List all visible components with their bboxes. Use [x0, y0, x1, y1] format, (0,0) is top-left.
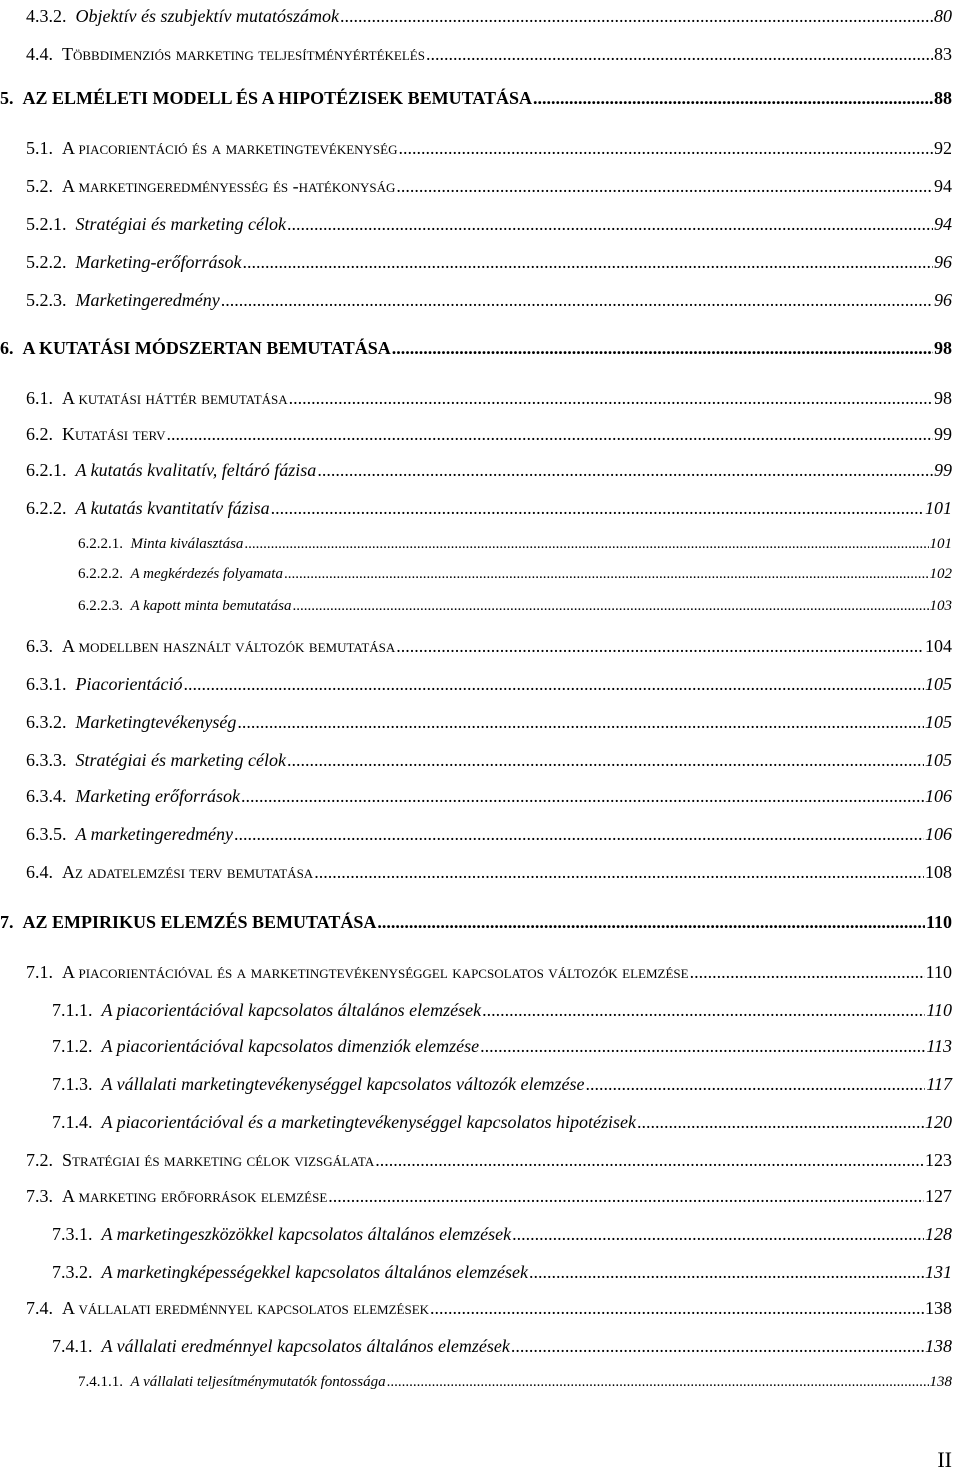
toc-entry[interactable] — [26, 176, 952, 197]
toc-entry[interactable] — [26, 674, 952, 695]
toc-leader-dots — [242, 252, 933, 273]
toc-leader-dots — [690, 962, 925, 983]
toc-entry[interactable] — [52, 1112, 952, 1133]
toc-entry-page: 98 — [934, 338, 952, 358]
toc-entry[interactable] — [26, 138, 952, 159]
toc-leader-dots — [284, 566, 929, 583]
toc-entry-page: 138 — [925, 1298, 952, 1318]
toc-entry-title: A kutatási háttér bemutatása — [62, 388, 288, 408]
toc-leader-dots — [387, 1374, 929, 1391]
toc-entry-title: A marketingképességekkel kapcsolatos általános elemzések — [101, 1262, 529, 1282]
toc-entry-number: 4.4. — [26, 44, 58, 64]
toc-entry-title: A modellben használt változók bemutatása — [62, 636, 396, 656]
toc-leader-dots — [637, 1112, 924, 1133]
toc-entry-number: 6.3.5. — [26, 824, 71, 844]
toc-leader-dots — [529, 1262, 924, 1283]
toc-entry-page: 98 — [934, 388, 952, 408]
toc-entry-page: 101 — [929, 536, 952, 552]
toc-entry-number: 7.3.1. — [52, 1224, 97, 1244]
toc-entry[interactable] — [26, 786, 952, 807]
toc-entry-number: 5.2. — [26, 176, 58, 196]
toc-entry-page: 127 — [925, 1186, 952, 1206]
toc-entry[interactable] — [26, 290, 952, 311]
toc-entry-title: Marketingtevékenység — [75, 712, 237, 732]
toc-entry-title: A piacorientációval és a marketingtevékenységgel kapcsolatos változók elemzése — [62, 962, 689, 982]
toc-entry-number: 7.3.2. — [52, 1262, 97, 1282]
toc-entry-title: A piacorientációval és a marketingtevékenységgel kapcsolatos hipotézisek — [101, 1112, 637, 1132]
toc-entry-number: 6.2.2.2. — [78, 566, 127, 582]
toc-entry-page: 110 — [925, 912, 952, 932]
toc-leader-dots — [340, 6, 933, 27]
toc-entry-title: AZ ELMÉLETI MODELL ÉS A HIPOTÉZISEK BEMUTATÁSA — [22, 88, 532, 108]
toc-entry-number: 6.3.1. — [26, 674, 71, 694]
toc-entry-number: 6.3.4. — [26, 786, 71, 806]
toc-entry-number: 6.2.2.1. — [78, 536, 127, 552]
toc-entry-page: 94 — [934, 214, 952, 234]
toc-leader-dots — [377, 912, 925, 933]
toc-entry-page: 105 — [925, 750, 952, 770]
page-number: II — [937, 1447, 952, 1472]
toc-entry[interactable] — [26, 6, 952, 27]
toc-leader-dots — [287, 214, 933, 235]
toc-entry-title: A marketingeszközökkel kapcsolatos általános elemzések — [101, 1224, 512, 1244]
toc-entry-page: 105 — [925, 674, 952, 694]
toc-leader-dots — [241, 786, 924, 807]
toc-entry-number: 7.2. — [26, 1150, 58, 1170]
toc-entry-title: Többdimenziós marketing teljesítményértékelés — [62, 44, 425, 64]
toc-entry-page: 108 — [925, 862, 952, 882]
toc-entry-title: A vállalati eredménnyel kapcsolatos elemzések — [62, 1298, 430, 1318]
toc-entry-title: A marketingeredményesség és -hatékonyság — [62, 176, 396, 196]
toc-entry-title: AZ EMPIRIKUS ELEMZÉS BEMUTATÁSA — [22, 912, 377, 932]
toc-entry-title: A marketing erőforrások elemzése — [62, 1186, 328, 1206]
toc-entry-title: A marketingeredmény — [75, 824, 233, 844]
toc-entry-number: 6.1. — [26, 388, 58, 408]
toc-entry-title: A kutatás kvalitatív, feltáró fázisa — [75, 460, 317, 480]
toc-entry[interactable] — [26, 498, 952, 519]
toc-entry-title: Marketing-erőforrások — [75, 252, 242, 272]
toc-leader-dots — [237, 712, 924, 733]
toc-entry[interactable] — [52, 1262, 952, 1283]
toc-entry[interactable] — [52, 1224, 952, 1245]
toc-leader-dots — [399, 138, 934, 159]
toc-leader-dots — [287, 750, 924, 771]
toc-entry[interactable] — [78, 536, 952, 553]
toc-entry-number: 5.1. — [26, 138, 58, 158]
toc-leader-dots — [482, 1000, 925, 1021]
toc-entry[interactable] — [26, 1150, 952, 1171]
toc-entry-title: Stratégiai és marketing célok — [75, 750, 286, 770]
toc-entry-title: Kutatási terv — [62, 424, 166, 444]
toc-entry-page: 102 — [929, 566, 952, 582]
toc-entry-page: 101 — [925, 498, 952, 518]
toc-entry-number: 7.3. — [26, 1186, 58, 1206]
toc-entry[interactable] — [52, 1036, 952, 1057]
toc-entry-title: Stratégiai és marketing célok vizsgálata — [62, 1150, 375, 1170]
toc-entry[interactable] — [26, 460, 952, 481]
toc-entry[interactable] — [0, 338, 952, 359]
toc-entry-number: 7.1.2. — [52, 1036, 97, 1056]
toc-entry-number: 6.2.2. — [26, 498, 71, 518]
toc-entry-number: 4.3.2. — [26, 6, 71, 26]
toc-entry-title: Marketing erőforrások — [75, 786, 240, 806]
toc-entry-number: 7.4.1.1. — [78, 1374, 127, 1390]
toc-entry-number: 6. — [0, 338, 18, 358]
toc-entry-page: 131 — [925, 1262, 952, 1282]
toc-leader-dots — [396, 636, 924, 657]
toc-entry[interactable] — [26, 214, 952, 235]
toc-entry[interactable] — [26, 1298, 952, 1319]
toc-entry-title: Minta kiválasztása — [130, 536, 244, 552]
toc-entry-number: 7.4. — [26, 1298, 58, 1318]
toc-entry-page: 117 — [926, 1074, 952, 1094]
toc-leader-dots — [271, 498, 924, 519]
toc-entry-page: 104 — [925, 636, 952, 656]
toc-entry-title: A megkérdezés folyamata — [130, 566, 283, 582]
toc-entry-number: 7. — [0, 912, 18, 932]
toc-entry-page: 113 — [926, 1036, 952, 1056]
toc-leader-dots — [396, 176, 933, 197]
toc-entry-number: 5.2.3. — [26, 290, 71, 310]
toc-entry[interactable] — [26, 424, 952, 445]
toc-entry-page: 80 — [934, 6, 952, 26]
toc-leader-dots — [244, 536, 928, 553]
toc-entry-page: 96 — [934, 252, 952, 272]
toc-entry-number: 6.2.1. — [26, 460, 71, 480]
toc-entry[interactable] — [52, 1074, 952, 1095]
toc-entry-title: Az adatelemzési terv bemutatása — [62, 862, 314, 882]
toc-entry-page: 110 — [925, 962, 952, 982]
toc-entry-title: A piacorientációval kapcsolatos dimenziók elemzése — [101, 1036, 480, 1056]
toc-entry-page: 106 — [925, 824, 952, 844]
toc-leader-dots — [328, 1186, 924, 1207]
toc-entry-page: 94 — [934, 176, 952, 196]
toc-leader-dots — [289, 388, 933, 409]
toc-entry[interactable] — [78, 566, 952, 583]
toc-entry-page: 128 — [925, 1224, 952, 1244]
toc-leader-dots — [511, 1336, 924, 1357]
toc-entry[interactable] — [26, 862, 952, 883]
toc-entry-title: A vállalati eredménnyel kapcsolatos általános elemzések — [101, 1336, 510, 1356]
toc-entry-number: 7.1.3. — [52, 1074, 97, 1094]
toc-entry[interactable] — [78, 1374, 952, 1391]
toc-leader-dots — [317, 460, 933, 481]
toc-entry[interactable] — [52, 1000, 952, 1021]
toc-entry-page: 99 — [934, 424, 952, 444]
toc-entry-number: 6.2.2.3. — [78, 598, 127, 614]
toc-entry[interactable] — [26, 636, 952, 657]
toc-leader-dots — [314, 862, 924, 883]
toc-entry-title: A piacorientáció és a marketingtevékenység — [62, 138, 398, 158]
toc-entry-number: 6.2. — [26, 424, 58, 444]
toc-entry-number: 5.2.2. — [26, 252, 71, 272]
toc-entry[interactable] — [26, 44, 952, 65]
toc-leader-dots — [512, 1224, 924, 1245]
toc-entry-page: 96 — [934, 290, 952, 310]
toc-leader-dots — [392, 338, 933, 359]
toc-entry-title: A vállalati marketingtevékenységgel kapcsolatos változók elemzése — [101, 1074, 585, 1094]
toc-entry[interactable] — [26, 388, 952, 409]
toc-entry-title: A kutatás kvantitatív fázisa — [75, 498, 270, 518]
toc-entry-number: 6.4. — [26, 862, 58, 882]
toc-entry-page: 106 — [925, 786, 952, 806]
toc-entry[interactable] — [26, 1186, 952, 1207]
toc-entry-number: 6.3.3. — [26, 750, 71, 770]
toc-entry[interactable] — [52, 1336, 952, 1357]
toc-entry[interactable] — [0, 912, 952, 933]
toc-entry[interactable] — [26, 824, 952, 845]
toc-entry-page: 103 — [929, 598, 952, 614]
toc-entry-title: Objektív és szubjektív mutatószámok — [75, 6, 339, 26]
toc-entry-page: 120 — [925, 1112, 952, 1132]
toc-entry-title: A KUTATÁSI MÓDSZERTAN BEMUTATÁSA — [22, 338, 391, 358]
toc-entry-number: 7.1.1. — [52, 1000, 97, 1020]
toc-entry-number: 7.1.4. — [52, 1112, 97, 1132]
toc-leader-dots — [167, 424, 933, 445]
toc-leader-dots — [586, 1074, 926, 1095]
toc-entry-page: 138 — [925, 1336, 952, 1356]
toc-entry-number: 7.4.1. — [52, 1336, 97, 1356]
toc-leader-dots — [533, 88, 933, 109]
toc-entry-title: Piacorientáció — [75, 674, 183, 694]
toc-entry-page: 105 — [925, 712, 952, 732]
toc-entry[interactable] — [26, 962, 952, 983]
toc-entry[interactable] — [26, 750, 952, 771]
toc-entry-title: A piacorientációval kapcsolatos általános elemzések — [101, 1000, 482, 1020]
toc-entry-page: 99 — [934, 460, 952, 480]
toc-entry-page: 138 — [929, 1374, 952, 1390]
toc-entry-page: 123 — [925, 1150, 952, 1170]
toc-entry-title: A kapott minta bemutatása — [130, 598, 292, 614]
toc-entry-number: 6.3. — [26, 636, 58, 656]
toc-entry[interactable] — [26, 252, 952, 273]
toc-leader-dots — [375, 1150, 924, 1171]
toc-entry[interactable] — [0, 88, 952, 109]
toc-leader-dots — [183, 674, 924, 695]
toc-entry-page: 110 — [926, 1000, 952, 1020]
toc-entry-number: 7.1. — [26, 962, 58, 982]
toc-entry-page: 83 — [934, 44, 952, 64]
toc-entry-page: 88 — [934, 88, 952, 108]
toc-leader-dots — [221, 290, 933, 311]
toc-leader-dots — [430, 1298, 924, 1319]
toc-entry-number: 5.2.1. — [26, 214, 71, 234]
toc-entry-number: 5. — [0, 88, 18, 108]
toc-leader-dots — [426, 44, 933, 65]
toc-leader-dots — [292, 598, 928, 615]
toc-entry-number: 6.3.2. — [26, 712, 71, 732]
toc-entry-title: Stratégiai és marketing célok — [75, 214, 286, 234]
toc-leader-dots — [234, 824, 924, 845]
toc-entry-title: A vállalati teljesítménymutatók fontossága — [130, 1374, 386, 1390]
toc-leader-dots — [480, 1036, 925, 1057]
toc-entry[interactable] — [78, 598, 952, 615]
toc-entry-page: 92 — [934, 138, 952, 158]
toc-entry[interactable] — [26, 712, 952, 733]
toc-entry-title: Marketingeredmény — [75, 290, 220, 310]
